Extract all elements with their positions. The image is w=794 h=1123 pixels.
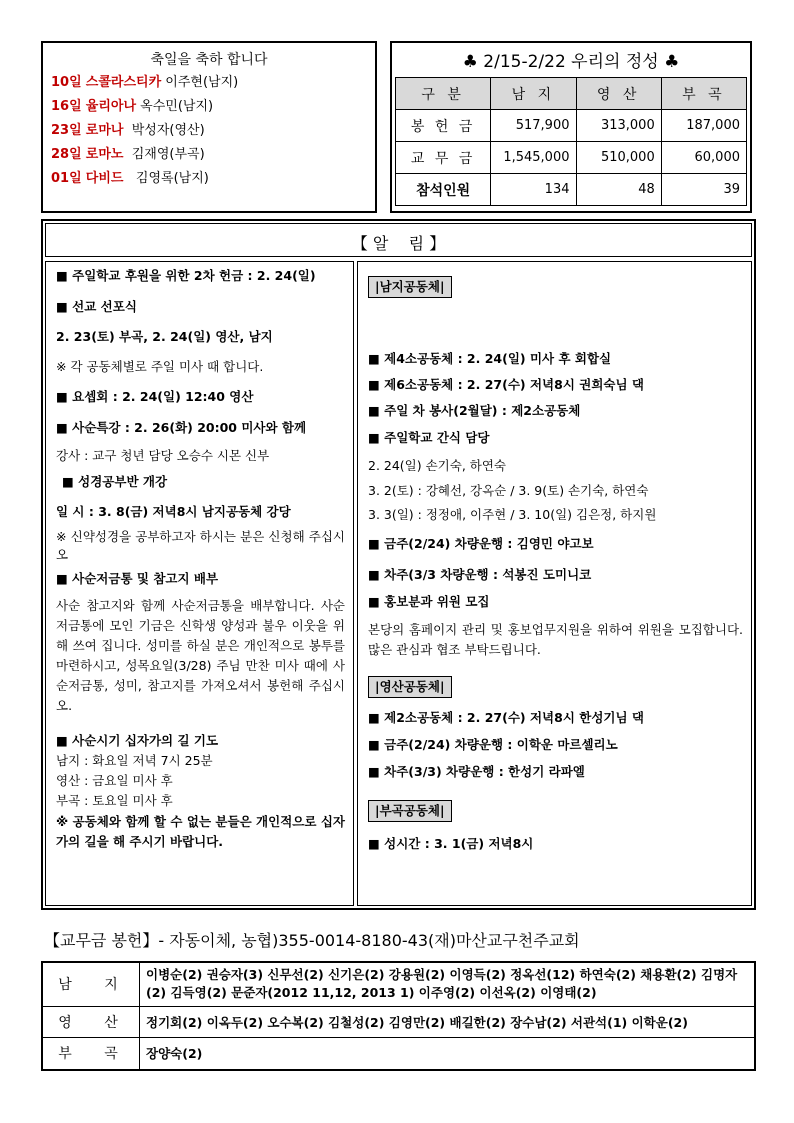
feast-item: 28일 로마노 김재영(부곡) <box>51 147 205 162</box>
feast-item: 16일 율리아나 옥수민(남지) <box>51 99 214 114</box>
notice-title: 【 알 림 】 <box>351 234 446 253</box>
bugok-tag: |부곡공동체| <box>368 800 452 822</box>
club-icon: ♣ <box>462 52 478 72</box>
donation-title: 【교무금 봉헌】- 자동이체, 농협)355-0014-8180-43(재)마산교구천주교회 <box>44 931 580 950</box>
notice-title-bar <box>45 223 752 257</box>
donation-table <box>41 961 756 1071</box>
notice-right-column: |남지공동체| ■ 제4소공동체 : 2. 24(일) 미사 후 회합실 ■ 제6소공동체 : 2. 27(수) 저녁8시 권희숙님 댁 ■ 주일 차 봉사(2월달) : 제2소공동체 ■ 주일학교 간식 담당 2. 24(일) 손기숙, 하연숙 3. 2(토) : 강혜선, 강옥순 / 3. 9(토) 손기숙, 하연숙 3. 3(일) : 정정애, 이주현 / 3. 10(일) 김은정, 하지원 ■ 금주(2/24) 차량운행 : 김영민 야고보 ■ 차주(3/3 차량운행 : 석봉진 도미니코 ■ 홍보분과 위원 모집 본당의 홈페이지 관리 및 홍보업무지원을 위하여 위원을 모집합니다. 많은 관심과 협조 부탁드립니다. |영산공동체| ■ 제2소공동체 : 2. 27(수) 저녁8시 한성기님 댁 ■ 금주(2/24) 차량운행 : 이학운 마르셀리노 ■ 차주(3/3) 차량운행 : 한성기 라파엘 |부곡공동체| ■ 성시간 : 3. 1(금) 저녁8시 <box>357 261 752 906</box>
feast-day-title: 축일을 축하 합니다 <box>150 52 268 68</box>
club-icon: ♣ <box>664 52 680 72</box>
table-row: 영 산 정기회(2) 이옥두(2) 오수복(2) 김철성(2) 김영만(2) 배길한(2) 장수남(2) 서관석(1) 이학운(2) <box>42 1006 755 1037</box>
table-row: 교 무 금 1,545,000 510,000 60,000 <box>396 142 747 174</box>
table-row: 참석인원 134 48 39 <box>396 174 747 206</box>
offering-title: ♣ 2/15-2/22 우리의 정성 ♣ <box>462 52 680 72</box>
notice-box <box>41 219 756 910</box>
offering-box <box>390 41 752 213</box>
feast-day-box <box>41 41 377 213</box>
feast-item: 23일 로마나 박성자(영산) <box>51 123 205 138</box>
table-row: 부 곡 장양숙(2) <box>42 1037 755 1070</box>
feast-item: 10일 스콜라스티카 이주현(남지) <box>51 75 239 90</box>
yeongsan-tag: |영산공동체| <box>368 676 452 698</box>
table-row: 남 지 이병순(2) 권승자(3) 신무선(2) 신기은(2) 강용원(2) 이영득(2) 정옥선(12) 하연숙(2) 채용환(2) 김명자(2) 김득영(2) 문준자(2012 11,12, 2013 1) 이주영(2) 이선옥(2) 이영태(2) <box>42 962 755 1006</box>
namji-tag: |남지공동체| <box>368 276 452 298</box>
offering-table: 구 분 남 지 영 산 부 곡 봉 헌 금 517,900 313,000 187,000 교 무 금 1,545,000 510,000 60,000 참석인원 134 48 39 <box>395 77 747 206</box>
feast-item: 01일 다비드 김영록(남지) <box>51 171 209 186</box>
table-row: 봉 헌 금 517,900 313,000 187,000 <box>396 110 747 142</box>
notice-left-column: ■ 주일학교 후원을 위한 2차 헌금 : 2. 24(일) ■ 선교 선포식 2. 23(토) 부곡, 2. 24(일) 영산, 남지 ※ 각 공동체별로 주일 미사 때 합니다. ■ 요셉회 : 2. 24(일) 12:40 영산 ■ 사순특강 : 2. 26(화) 20:00 미사와 함께 강사 : 교구 청년 담당 오승수 시몬 신부 ■ 성경공부반 개강 일 시 : 3. 8(금) 저녁8시 남지공동체 강당 ※ 신약성경을 공부하고자 하시는 분은 신청해 주십시오 ■ 사순저금통 및 참고지 배부 사순 참고지와 함께 사순저금통을 배부합니다. 사순저금통에 모인 기금은 신학생 양성과 불우 이웃을 위해 쓰여 집니다. 성미를 하실 분은 개인적으로 봉투를 마련하시고, 성목요일(3/28) 주님 만찬 미사 때에 사순저금통, 성미, 참고지를 가져오셔서 봉헌해 주십시오. ■ 사순시기 십자가의 길 기도 남지 : 화요일 저녁 7시 25분 영산 : 금요일 미사 후 부곡 : 토요일 미사 후 ※ 공동체와 함께 할 수 없는 분들은 개인적으로 십자가의 길을 해 주시기 바랍니다. <box>45 261 354 906</box>
